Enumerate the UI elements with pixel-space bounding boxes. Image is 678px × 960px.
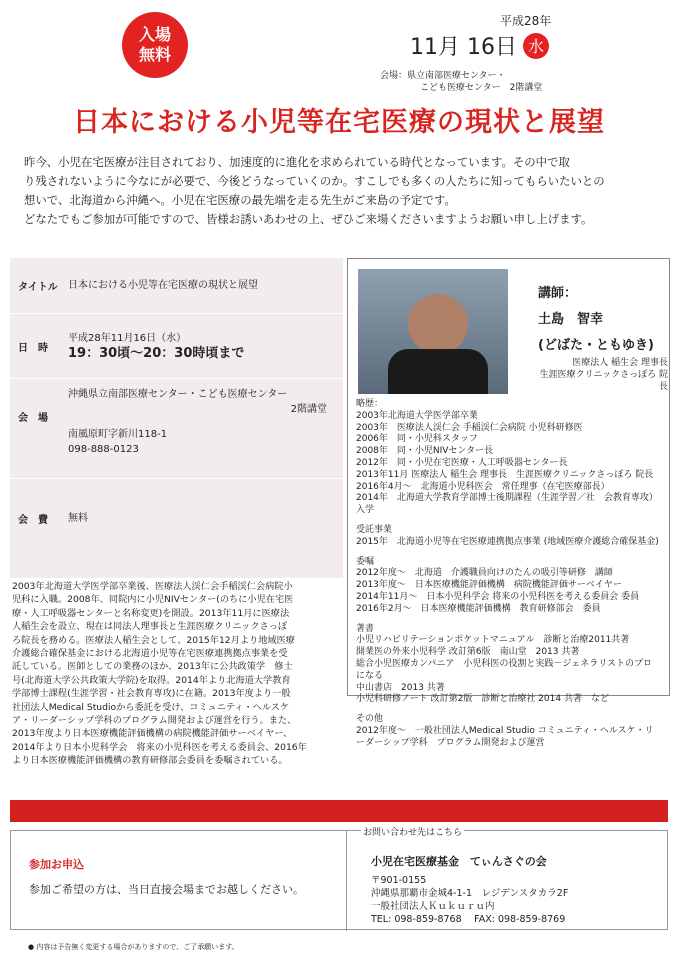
footnote: ● 内容は予告無く変更する場合がありますので、ご了承願います。 bbox=[28, 943, 239, 951]
event-info-table bbox=[10, 258, 343, 579]
contact-address: 沖縄県那覇市金城4-1-1 レジデンスタカラ2F bbox=[371, 888, 569, 899]
info-label-venue: 会 場 bbox=[18, 413, 48, 424]
info-row-title bbox=[10, 258, 343, 314]
info-value-time: 19：30頃〜20：30時頃まで bbox=[68, 346, 245, 361]
career-line: 小児科研修ノート 改訂第2版 診断と治療社 2014 共著 など bbox=[356, 694, 609, 705]
bio-line: 学部博士課程(生涯学習・社会教育専攻)に在籍。2013年度より一般 bbox=[12, 688, 291, 700]
intro-line: り残されないように今なにが必要で、今後どうなっていくのか。すこしでも多くの人たちに知ってもらいたいとの bbox=[24, 174, 605, 188]
contact-corp: 一般社団法人Ｋｕｋｕｒｕ内 bbox=[371, 901, 495, 912]
career-line: 著書 bbox=[356, 623, 375, 634]
career-line: 2014年 北海道大学教育学部博士後期課程（生涯学習／社 会教育専攻） bbox=[356, 493, 658, 504]
free-entry-badge bbox=[122, 12, 188, 78]
career-line: になる bbox=[356, 670, 384, 681]
application-contact-box bbox=[10, 830, 668, 930]
info-venue-line2: 2階講堂 bbox=[290, 404, 327, 415]
career-gap bbox=[356, 616, 666, 624]
speaker-name-block bbox=[538, 281, 654, 359]
red-divider-bar bbox=[10, 800, 668, 822]
career-line: 2012年度〜 北海道 介護職員向けのたんの吸引等研修 講師 bbox=[356, 568, 613, 579]
apply-title: 参加お申込 bbox=[29, 858, 84, 871]
speaker-role: 講師： bbox=[538, 286, 578, 301]
career-line: 2013年度〜 日本医療機能評価機構 病院機能評価サーベイヤー bbox=[356, 580, 622, 591]
badge-line2: 無料 bbox=[138, 45, 171, 64]
career-line: 略歴： bbox=[356, 399, 384, 409]
career-line: 受託事業 bbox=[356, 524, 393, 535]
contact-org: 小児在宅医療基金 てぃんさぐの会 bbox=[371, 855, 547, 868]
career-line: 2016年2月〜 日本医療機能評価機構 教育研修部会 委員 bbox=[356, 603, 601, 614]
career-line: 入学 bbox=[356, 505, 375, 516]
info-value-fee: 無料 bbox=[68, 513, 88, 524]
speaker-career bbox=[356, 399, 666, 750]
venue-note-line1: 会場：県立南部医療センター・ bbox=[380, 71, 506, 81]
info-value-title: 日本における小児等在宅医療の現状と展望 bbox=[68, 280, 258, 291]
career-gap bbox=[356, 549, 666, 557]
career-line: 2012年 同・小児在宅医療・人工呼吸器センター長 bbox=[356, 457, 568, 468]
contact-label: お問い合わせ先はこちら bbox=[361, 825, 464, 838]
contact-phone: TEL: 098-859-8768 FAX: 098-859-8769 bbox=[371, 914, 566, 925]
date-year: 平成28年 bbox=[500, 14, 552, 28]
apply-text: 参加ご希望の方は、当日直接会場までお越しください。 bbox=[29, 883, 304, 896]
career-line: 2012年度〜 一般社団法人Medical Studio コミュニティ・ヘルスケ・リ bbox=[356, 725, 654, 736]
contact-zip: 〒901-0155 bbox=[371, 875, 427, 886]
career-line: 2016年4月〜 北海道小児科医会 常任理事（在宅医療部長） bbox=[356, 481, 610, 492]
career-line: 2008年 同・小児NIVセンター長 bbox=[356, 446, 494, 457]
career-line: 2015年 北海道小児等在宅医療連携拠点事業 (地域医療介護総合確保基金) bbox=[356, 536, 659, 547]
career-line: 開業医の外来小児科学 改訂第6版 南山堂 2013 共著 bbox=[356, 647, 580, 658]
info-row-date bbox=[10, 314, 343, 379]
contact-divider bbox=[346, 831, 347, 931]
bio-line: 児科に入職。2008年、同院内に小児NIVセンター(のちに小児在宅医 bbox=[12, 594, 294, 606]
career-line: 2003年 医療法人渓仁会 手稲渓仁会病院 小児科研修医 bbox=[356, 422, 583, 433]
bio-line: 2013年度より日本医療機能評価機構の病院機能評価サーベイヤー、 bbox=[12, 728, 293, 740]
contact-details bbox=[371, 874, 568, 926]
info-venue-address: 南風原町字新川118-1 bbox=[68, 429, 168, 440]
info-venue-line1: 沖縄県立南部医療センター・こども医療センター bbox=[68, 389, 288, 400]
speaker-reading: (どばた・ともゆき) bbox=[538, 338, 654, 353]
speaker-affiliation bbox=[533, 357, 668, 393]
career-line: 中山書店 2013 共著 bbox=[356, 682, 445, 693]
speaker-face bbox=[408, 294, 468, 354]
career-line: 2014年11月〜 日本小児科学会 将来の小児科医を考える委員会 委員 bbox=[356, 591, 640, 602]
speaker-body bbox=[388, 349, 488, 394]
date-weekday: 水 bbox=[523, 33, 549, 59]
bio-line: 社団法人Medical Studioから委託を受け、コミュニティ・ヘルスケ bbox=[12, 701, 290, 713]
speaker-name: 土島 智幸 bbox=[538, 312, 604, 327]
bio-line: ろ院長を務める。医療法人稲生会として、2015年12月より地域医療 bbox=[12, 634, 295, 646]
info-label-fee: 会 費 bbox=[18, 515, 48, 526]
bio-line: 介護総合確保基金における北海道小児等在宅医療連携拠点事業を受 bbox=[12, 648, 288, 660]
career-gap bbox=[356, 517, 666, 525]
speaker-box bbox=[347, 258, 670, 748]
intro-line: 昨今、小児在宅医療が注目されており、加速度的に進化を求められている時代となっています。その中で取 bbox=[24, 155, 570, 169]
career-line: 小児リハビリテーションポケットマニュアル 診断と治療2011共著 bbox=[356, 635, 630, 646]
career-line: 2006年 同・小児科スタッフ bbox=[356, 434, 478, 445]
info-value-date: 平成28年11月16日（水） bbox=[68, 333, 187, 344]
bio-line: より日本医療機能評価機構の教育研修部会委員を委嘱されている。 bbox=[12, 755, 288, 767]
intro-line: どなたでもご参加が可能ですので、皆様お誘いあわせの上、ぜひご来場くださいますようお願い申し上げます。 bbox=[24, 212, 593, 226]
career-line: 委嘱 bbox=[356, 556, 375, 567]
speaker-aff2: 生涯医療クリニックさっぽろ 院長 bbox=[539, 370, 668, 392]
intro-line: 想いで、北海道から沖縄へ。小児在宅医療の最先端を走る先生がご来島の予定です。 bbox=[24, 193, 456, 207]
bio-line: 療・人工呼吸器センターと名称変更)を開設。2013年11月に医療法 bbox=[12, 607, 290, 619]
career-line: 総合小児医療カンパニア 小児科医の役割と実践－ジェネラリストのプロ bbox=[356, 658, 653, 669]
career-line: 2013年11月 医療法人 稲生会 理事長 生涯医療クリニックさっぽろ 院長 bbox=[356, 469, 654, 480]
bio-line: 2014年より日本小児科学会 将来の小児科医を考える委員会、2016年 bbox=[12, 741, 307, 753]
bio-line: 人稲生会を設立、現在は同法人理事長と生涯医療クリニックさっぽ bbox=[12, 621, 288, 633]
bio-line: 託している。医師としての業務のほか、2013年に公共政策学 修士 bbox=[12, 661, 293, 673]
venue-note-line2: こども医療センター 2階講堂 bbox=[420, 83, 543, 93]
bio-line: 号(北海道大学公共政策大学院)を取得。2014年より北海道大学教育 bbox=[12, 674, 291, 686]
info-venue-phone: 098-888-0123 bbox=[68, 444, 139, 455]
intro-text bbox=[24, 153, 664, 229]
info-row-venue bbox=[10, 379, 343, 479]
date-month-day: 11月 16日 bbox=[410, 35, 517, 60]
info-label-title: タイトル bbox=[18, 282, 58, 293]
speaker-biography bbox=[12, 580, 342, 768]
main-title: 日本における小児等在宅医療の現状と展望 bbox=[73, 107, 605, 138]
venue-note bbox=[380, 70, 600, 94]
career-line: 2003年北海道大学医学部卒業 bbox=[356, 410, 478, 421]
career-line: ーダーシップ学科 プログラム開発および運営 bbox=[356, 737, 545, 748]
info-label-date: 日 時 bbox=[18, 342, 48, 354]
speaker-photo bbox=[358, 269, 508, 394]
career-line: その他 bbox=[356, 714, 384, 725]
career-gap bbox=[356, 706, 666, 714]
info-row-fee bbox=[10, 479, 343, 579]
bio-line: ア・リーダーシップ学科のプログラム開発および運営を行う。また、 bbox=[12, 715, 297, 727]
date-main bbox=[410, 30, 549, 61]
speaker-aff1: 医療法人 稲生会 理事長 bbox=[572, 358, 668, 368]
bio-line: 2003年北海道大学医学部卒業後、医療法人渓仁会手稲渓仁会病院小 bbox=[12, 581, 293, 592]
badge-line1: 入場 bbox=[138, 25, 171, 44]
